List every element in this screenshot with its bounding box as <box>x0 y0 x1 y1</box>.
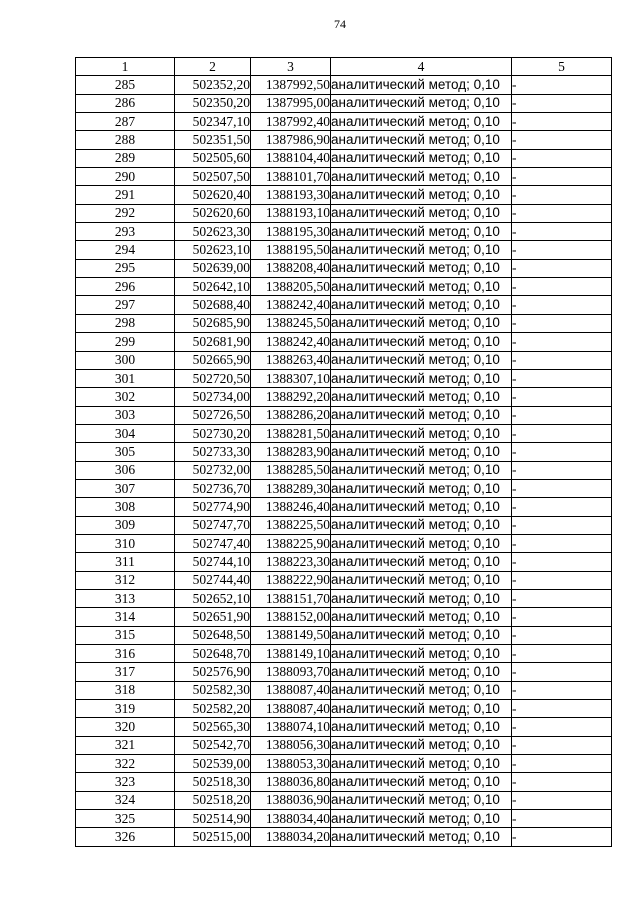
note-cell: - <box>512 498 612 516</box>
note-cell: - <box>512 296 612 314</box>
table-row <box>76 296 612 314</box>
point-number-cell: 309 <box>76 516 175 534</box>
coordinates-table <box>75 57 612 847</box>
point-number-cell: 311 <box>76 553 175 571</box>
x-coordinate-cell: 502747,40 <box>175 534 251 552</box>
note-cell: - <box>512 76 612 94</box>
point-number-cell: 312 <box>76 571 175 589</box>
x-coordinate-cell: 502582,20 <box>175 700 251 718</box>
x-coordinate-cell: 502665,90 <box>175 351 251 369</box>
method-cell: аналитический метод; 0,10 <box>331 168 512 186</box>
y-coordinate-cell: 1388093,70 <box>251 663 331 681</box>
y-coordinate-cell: 1388285,50 <box>251 461 331 479</box>
method-cell: аналитический метод; 0,10 <box>331 186 512 204</box>
table-row <box>76 424 612 442</box>
table-row <box>76 773 612 791</box>
method-cell: аналитический метод; 0,10 <box>331 461 512 479</box>
method-cell: аналитический метод; 0,10 <box>331 828 512 846</box>
note-cell: - <box>512 94 612 112</box>
method-cell: аналитический метод; 0,10 <box>331 314 512 332</box>
note-cell: - <box>512 113 612 131</box>
table-row <box>76 700 612 718</box>
note-cell: - <box>512 259 612 277</box>
note-cell: - <box>512 571 612 589</box>
note-cell: - <box>512 828 612 846</box>
point-number-cell: 323 <box>76 773 175 791</box>
note-cell: - <box>512 791 612 809</box>
x-coordinate-cell: 502720,50 <box>175 369 251 387</box>
x-coordinate-cell: 502620,60 <box>175 204 251 222</box>
table-body <box>76 76 612 846</box>
method-cell: аналитический метод; 0,10 <box>331 718 512 736</box>
y-coordinate-cell: 1388289,30 <box>251 479 331 497</box>
point-number-cell: 299 <box>76 333 175 351</box>
table-row <box>76 351 612 369</box>
y-coordinate-cell: 1387992,40 <box>251 113 331 131</box>
table-row <box>76 149 612 167</box>
x-coordinate-cell: 502507,50 <box>175 168 251 186</box>
x-coordinate-cell: 502518,20 <box>175 791 251 809</box>
method-cell: аналитический метод; 0,10 <box>331 149 512 167</box>
table-row <box>76 259 612 277</box>
note-cell: - <box>512 131 612 149</box>
y-coordinate-cell: 1388087,40 <box>251 681 331 699</box>
point-number-cell: 285 <box>76 76 175 94</box>
table-row <box>76 479 612 497</box>
note-cell: - <box>512 443 612 461</box>
table-row <box>76 314 612 332</box>
method-cell: аналитический метод; 0,10 <box>331 406 512 424</box>
method-cell: аналитический метод; 0,10 <box>331 76 512 94</box>
y-coordinate-cell: 1388193,30 <box>251 186 331 204</box>
header-col-1: 1 <box>76 58 175 76</box>
method-cell: аналитический метод; 0,10 <box>331 369 512 387</box>
table-row <box>76 534 612 552</box>
point-number-cell: 315 <box>76 626 175 644</box>
method-cell: аналитический метод; 0,10 <box>331 479 512 497</box>
point-number-cell: 288 <box>76 131 175 149</box>
point-number-cell: 291 <box>76 186 175 204</box>
note-cell: - <box>512 314 612 332</box>
x-coordinate-cell: 502688,40 <box>175 296 251 314</box>
x-coordinate-cell: 502730,20 <box>175 424 251 442</box>
note-cell: - <box>512 388 612 406</box>
method-cell: аналитический метод; 0,10 <box>331 791 512 809</box>
table-row <box>76 204 612 222</box>
table-row <box>76 791 612 809</box>
table-row <box>76 186 612 204</box>
header-row <box>76 58 612 76</box>
table-row <box>76 406 612 424</box>
table-row <box>76 76 612 94</box>
x-coordinate-cell: 502774,90 <box>175 498 251 516</box>
y-coordinate-cell: 1388149,10 <box>251 645 331 663</box>
method-cell: аналитический метод; 0,10 <box>331 755 512 773</box>
method-cell: аналитический метод; 0,10 <box>331 94 512 112</box>
note-cell: - <box>512 223 612 241</box>
note-cell: - <box>512 204 612 222</box>
table-row <box>76 461 612 479</box>
table-row <box>76 608 612 626</box>
point-number-cell: 301 <box>76 369 175 387</box>
x-coordinate-cell: 502732,00 <box>175 461 251 479</box>
note-cell: - <box>512 608 612 626</box>
x-coordinate-cell: 502576,90 <box>175 663 251 681</box>
x-coordinate-cell: 502352,20 <box>175 76 251 94</box>
table-row <box>76 736 612 754</box>
header-col-2: 2 <box>175 58 251 76</box>
x-coordinate-cell: 502518,30 <box>175 773 251 791</box>
method-cell: аналитический метод; 0,10 <box>331 608 512 626</box>
method-cell: аналитический метод; 0,10 <box>331 424 512 442</box>
point-number-cell: 320 <box>76 718 175 736</box>
method-cell: аналитический метод; 0,10 <box>331 278 512 296</box>
method-cell: аналитический метод; 0,10 <box>331 131 512 149</box>
y-coordinate-cell: 1388263,40 <box>251 351 331 369</box>
x-coordinate-cell: 502736,70 <box>175 479 251 497</box>
method-cell: аналитический метод; 0,10 <box>331 663 512 681</box>
note-cell: - <box>512 149 612 167</box>
table-row <box>76 223 612 241</box>
method-cell: аналитический метод; 0,10 <box>331 223 512 241</box>
note-cell: - <box>512 626 612 644</box>
method-cell: аналитический метод; 0,10 <box>331 113 512 131</box>
point-number-cell: 298 <box>76 314 175 332</box>
header-col-3: 3 <box>251 58 331 76</box>
y-coordinate-cell: 1387986,90 <box>251 131 331 149</box>
x-coordinate-cell: 502744,40 <box>175 571 251 589</box>
x-coordinate-cell: 502620,40 <box>175 186 251 204</box>
method-cell: аналитический метод; 0,10 <box>331 296 512 314</box>
y-coordinate-cell: 1388074,10 <box>251 718 331 736</box>
y-coordinate-cell: 1388034,20 <box>251 828 331 846</box>
method-cell: аналитический метод; 0,10 <box>331 351 512 369</box>
note-cell: - <box>512 516 612 534</box>
x-coordinate-cell: 502681,90 <box>175 333 251 351</box>
x-coordinate-cell: 502515,00 <box>175 828 251 846</box>
y-coordinate-cell: 1388223,30 <box>251 553 331 571</box>
y-coordinate-cell: 1388225,90 <box>251 534 331 552</box>
table-row <box>76 516 612 534</box>
note-cell: - <box>512 241 612 259</box>
table-row <box>76 498 612 516</box>
note-cell: - <box>512 278 612 296</box>
point-number-cell: 326 <box>76 828 175 846</box>
point-number-cell: 289 <box>76 149 175 167</box>
note-cell: - <box>512 773 612 791</box>
note-cell: - <box>512 333 612 351</box>
point-number-cell: 287 <box>76 113 175 131</box>
point-number-cell: 318 <box>76 681 175 699</box>
note-cell: - <box>512 186 612 204</box>
x-coordinate-cell: 502623,30 <box>175 223 251 241</box>
point-number-cell: 324 <box>76 791 175 809</box>
method-cell: аналитический метод; 0,10 <box>331 681 512 699</box>
note-cell: - <box>512 736 612 754</box>
method-cell: аналитический метод; 0,10 <box>331 626 512 644</box>
note-cell: - <box>512 700 612 718</box>
x-coordinate-cell: 502747,70 <box>175 516 251 534</box>
x-coordinate-cell: 502648,50 <box>175 626 251 644</box>
method-cell: аналитический метод; 0,10 <box>331 333 512 351</box>
x-coordinate-cell: 502639,00 <box>175 259 251 277</box>
y-coordinate-cell: 1388036,80 <box>251 773 331 791</box>
table-row <box>76 571 612 589</box>
y-coordinate-cell: 1388101,70 <box>251 168 331 186</box>
y-coordinate-cell: 1388056,30 <box>251 736 331 754</box>
x-coordinate-cell: 502734,00 <box>175 388 251 406</box>
y-coordinate-cell: 1388195,30 <box>251 223 331 241</box>
note-cell: - <box>512 645 612 663</box>
x-coordinate-cell: 502648,70 <box>175 645 251 663</box>
y-coordinate-cell: 1388036,90 <box>251 791 331 809</box>
y-coordinate-cell: 1388104,40 <box>251 149 331 167</box>
method-cell: аналитический метод; 0,10 <box>331 388 512 406</box>
note-cell: - <box>512 810 612 828</box>
table-row <box>76 810 612 828</box>
note-cell: - <box>512 718 612 736</box>
point-number-cell: 295 <box>76 259 175 277</box>
table-row <box>76 681 612 699</box>
method-cell: аналитический метод; 0,10 <box>331 810 512 828</box>
y-coordinate-cell: 1388034,40 <box>251 810 331 828</box>
table-row <box>76 755 612 773</box>
note-cell: - <box>512 681 612 699</box>
y-coordinate-cell: 1387995,00 <box>251 94 331 112</box>
y-coordinate-cell: 1388283,90 <box>251 443 331 461</box>
point-number-cell: 314 <box>76 608 175 626</box>
point-number-cell: 316 <box>76 645 175 663</box>
y-coordinate-cell: 1388286,20 <box>251 406 331 424</box>
method-cell: аналитический метод; 0,10 <box>331 241 512 259</box>
y-coordinate-cell: 1388208,40 <box>251 259 331 277</box>
x-coordinate-cell: 502347,10 <box>175 113 251 131</box>
point-number-cell: 321 <box>76 736 175 754</box>
y-coordinate-cell: 1388205,50 <box>251 278 331 296</box>
y-coordinate-cell: 1388053,30 <box>251 755 331 773</box>
point-number-cell: 322 <box>76 755 175 773</box>
note-cell: - <box>512 479 612 497</box>
table-row <box>76 388 612 406</box>
note-cell: - <box>512 406 612 424</box>
point-number-cell: 292 <box>76 204 175 222</box>
note-cell: - <box>512 168 612 186</box>
x-coordinate-cell: 502351,50 <box>175 131 251 149</box>
x-coordinate-cell: 502582,30 <box>175 681 251 699</box>
method-cell: аналитический метод; 0,10 <box>331 773 512 791</box>
page-number: 74 <box>334 17 346 31</box>
note-cell: - <box>512 424 612 442</box>
point-number-cell: 308 <box>76 498 175 516</box>
note-cell: - <box>512 755 612 773</box>
x-coordinate-cell: 502733,30 <box>175 443 251 461</box>
table-row <box>76 626 612 644</box>
note-cell: - <box>512 589 612 607</box>
table-row <box>76 443 612 461</box>
y-coordinate-cell: 1388242,40 <box>251 333 331 351</box>
table-row <box>76 333 612 351</box>
note-cell: - <box>512 663 612 681</box>
note-cell: - <box>512 351 612 369</box>
y-coordinate-cell: 1388292,20 <box>251 388 331 406</box>
y-coordinate-cell: 1388195,50 <box>251 241 331 259</box>
x-coordinate-cell: 502539,00 <box>175 755 251 773</box>
header-col-4: 4 <box>331 58 512 76</box>
method-cell: аналитический метод; 0,10 <box>331 204 512 222</box>
point-number-cell: 293 <box>76 223 175 241</box>
point-number-cell: 313 <box>76 589 175 607</box>
point-number-cell: 297 <box>76 296 175 314</box>
method-cell: аналитический метод; 0,10 <box>331 553 512 571</box>
point-number-cell: 294 <box>76 241 175 259</box>
point-number-cell: 300 <box>76 351 175 369</box>
note-cell: - <box>512 461 612 479</box>
x-coordinate-cell: 502744,10 <box>175 553 251 571</box>
method-cell: аналитический метод; 0,10 <box>331 259 512 277</box>
table-row <box>76 553 612 571</box>
method-cell: аналитический метод; 0,10 <box>331 645 512 663</box>
x-coordinate-cell: 502651,90 <box>175 608 251 626</box>
header-col-5: 5 <box>512 58 612 76</box>
x-coordinate-cell: 502514,90 <box>175 810 251 828</box>
method-cell: аналитический метод; 0,10 <box>331 736 512 754</box>
method-cell: аналитический метод; 0,10 <box>331 589 512 607</box>
point-number-cell: 302 <box>76 388 175 406</box>
method-cell: аналитический метод; 0,10 <box>331 571 512 589</box>
y-coordinate-cell: 1388222,90 <box>251 571 331 589</box>
x-coordinate-cell: 502726,50 <box>175 406 251 424</box>
table-row <box>76 645 612 663</box>
method-cell: аналитический метод; 0,10 <box>331 516 512 534</box>
table-row <box>76 113 612 131</box>
note-cell: - <box>512 534 612 552</box>
x-coordinate-cell: 502505,60 <box>175 149 251 167</box>
x-coordinate-cell: 502565,30 <box>175 718 251 736</box>
point-number-cell: 290 <box>76 168 175 186</box>
table-row <box>76 168 612 186</box>
point-number-cell: 303 <box>76 406 175 424</box>
point-number-cell: 317 <box>76 663 175 681</box>
y-coordinate-cell: 1388245,50 <box>251 314 331 332</box>
y-coordinate-cell: 1388151,70 <box>251 589 331 607</box>
y-coordinate-cell: 1388193,10 <box>251 204 331 222</box>
x-coordinate-cell: 502623,10 <box>175 241 251 259</box>
x-coordinate-cell: 502542,70 <box>175 736 251 754</box>
table-row <box>76 589 612 607</box>
table-row <box>76 94 612 112</box>
table-row <box>76 278 612 296</box>
point-number-cell: 310 <box>76 534 175 552</box>
x-coordinate-cell: 502350,20 <box>175 94 251 112</box>
method-cell: аналитический метод; 0,10 <box>331 534 512 552</box>
table-row <box>76 241 612 259</box>
point-number-cell: 286 <box>76 94 175 112</box>
y-coordinate-cell: 1388307,10 <box>251 369 331 387</box>
table-row <box>76 131 612 149</box>
point-number-cell: 296 <box>76 278 175 296</box>
y-coordinate-cell: 1388152,00 <box>251 608 331 626</box>
table-row <box>76 369 612 387</box>
y-coordinate-cell: 1388225,50 <box>251 516 331 534</box>
note-cell: - <box>512 369 612 387</box>
y-coordinate-cell: 1388242,40 <box>251 296 331 314</box>
point-number-cell: 319 <box>76 700 175 718</box>
table-row <box>76 718 612 736</box>
y-coordinate-cell: 1388281,50 <box>251 424 331 442</box>
x-coordinate-cell: 502652,10 <box>175 589 251 607</box>
x-coordinate-cell: 502642,10 <box>175 278 251 296</box>
table-header <box>76 58 612 76</box>
method-cell: аналитический метод; 0,10 <box>331 443 512 461</box>
note-cell: - <box>512 553 612 571</box>
table-row <box>76 663 612 681</box>
table-row <box>76 828 612 846</box>
point-number-cell: 305 <box>76 443 175 461</box>
y-coordinate-cell: 1388246,40 <box>251 498 331 516</box>
point-number-cell: 306 <box>76 461 175 479</box>
point-number-cell: 307 <box>76 479 175 497</box>
method-cell: аналитический метод; 0,10 <box>331 498 512 516</box>
method-cell: аналитический метод; 0,10 <box>331 700 512 718</box>
y-coordinate-cell: 1387992,50 <box>251 76 331 94</box>
x-coordinate-cell: 502685,90 <box>175 314 251 332</box>
y-coordinate-cell: 1388149,50 <box>251 626 331 644</box>
point-number-cell: 325 <box>76 810 175 828</box>
y-coordinate-cell: 1388087,40 <box>251 700 331 718</box>
point-number-cell: 304 <box>76 424 175 442</box>
